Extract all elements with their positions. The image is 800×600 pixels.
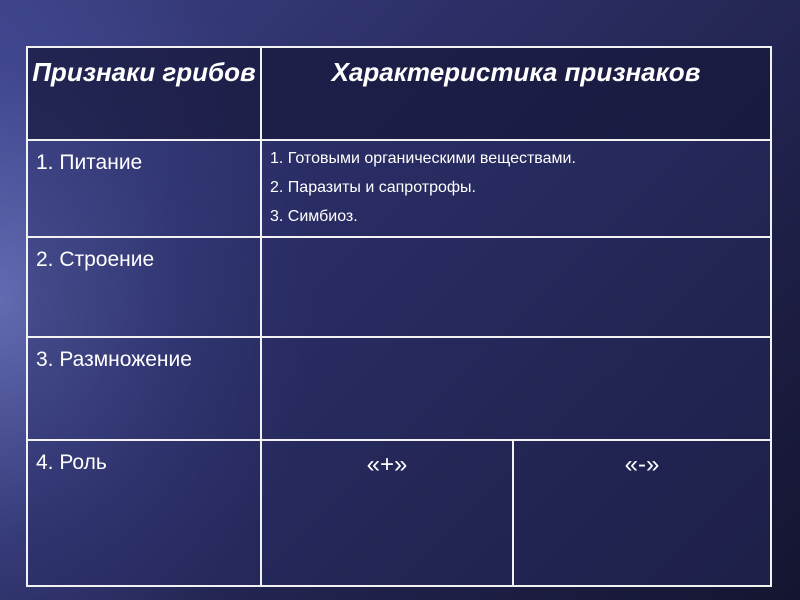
- feature-structure-label: 2. Строение: [27, 237, 261, 337]
- nutrition-details-cell: [261, 140, 771, 237]
- feature-nutrition-label: 1. Питание: [27, 140, 261, 237]
- feature-role-label: 4. Роль: [27, 440, 261, 586]
- list-item: 2. Паразиты и сапротрофы.: [270, 179, 476, 196]
- table-row: [27, 237, 771, 337]
- table-row: [27, 140, 771, 237]
- table-row: [27, 440, 771, 586]
- role-positive-cell: «+»: [261, 440, 513, 586]
- role-negative-cell: «-»: [513, 440, 771, 586]
- header-characteristics: Характеристика признаков: [261, 47, 771, 140]
- list-item: 1. Готовыми органическими веществами.: [270, 150, 576, 167]
- reproduction-details-cell: [261, 337, 771, 440]
- feature-reproduction-label: 3. Размножение: [27, 337, 261, 440]
- list-item: 3. Симбиоз.: [270, 208, 358, 225]
- table-header-row: [27, 47, 771, 140]
- nutrition-details-list: [262, 141, 770, 226]
- header-features: Признаки грибов: [27, 47, 261, 140]
- fungi-features-table: [26, 46, 772, 587]
- structure-details-cell: [261, 237, 771, 337]
- table-row: [27, 337, 771, 440]
